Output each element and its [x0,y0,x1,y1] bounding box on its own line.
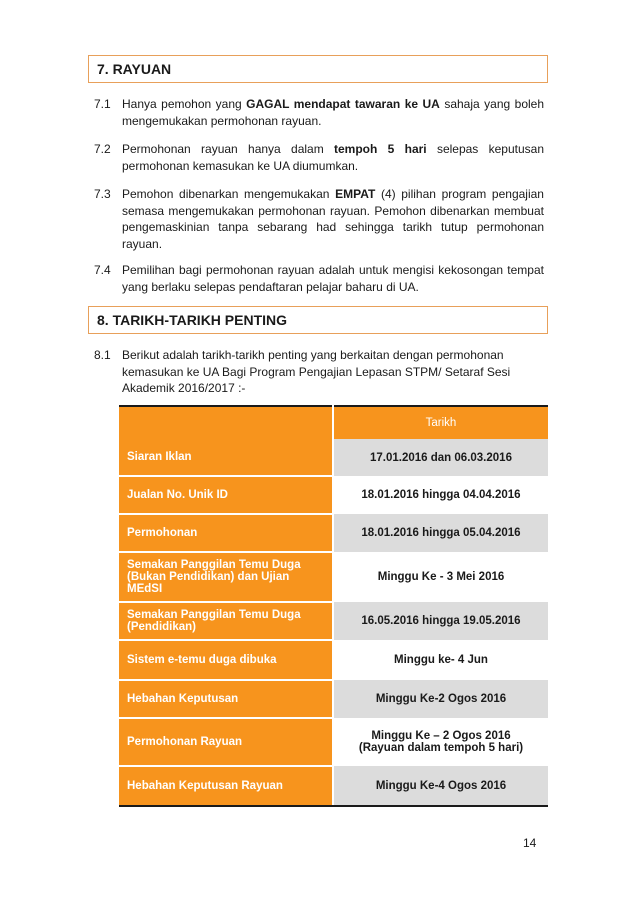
row-label: Sistem e-temu duga dibuka [119,640,333,680]
row-value: Minggu Ke-2 Ogos 2016 [333,680,548,718]
row-label: Permohonan [119,514,333,552]
text-part: Hanya pemohon yang [122,97,247,111]
row-label: Jualan No. Unik ID [119,476,333,514]
row-value: Minggu ke- 4 Jun [333,640,548,680]
text-part: Pemilihan bagi permohonan rayuan adalah untuk mengisi kekosongan tempat yang berlaku selepas pendaftaran pelajar baharu di UA. [122,263,544,294]
table-row [119,514,548,552]
paragraph-7-3 [94,186,544,252]
text-part: sahaja yang boleh mengemukakan permohonan rayuan. [122,97,545,128]
row-value: Minggu Ke - 3 Mei 2016 [333,552,548,602]
table-row [119,640,548,680]
item-number: 7.4 [94,263,111,277]
row-value-line: (Rayuan dalam tempoh 5 hari) [358,742,524,754]
paragraph-7-4 [94,262,544,295]
intro-text: Berikut adalah tarikh-tarikh penting yang berkaitan dengan permohonan kemasukan ke UA Bagi Program Pengajian Lepasan STPM/ Setaraf Sesi Akademik 2016/2017 :- [122,348,511,395]
header-tarikh: Tarikh [333,406,548,439]
paragraph-8-1 [94,347,544,397]
row-label: Semakan Panggilan Temu Duga (Pendidikan) [119,602,333,640]
text-bold: tempoh 5 hari [334,142,427,156]
row-label: Semakan Panggilan Temu Duga (Bukan Pendidikan) dan Ujian MEdSI [119,552,333,602]
item-number: 7.1 [94,97,111,111]
row-label: Hebahan Keputusan Rayuan [119,766,333,806]
paragraph-7-1 [94,96,544,129]
text-part: Pemohon dibenarkan mengemukakan [122,187,336,201]
paragraph-7-2 [94,141,544,174]
text-bold: EMPAT [335,187,376,201]
table-row [119,552,548,602]
table-row [119,766,548,806]
row-value: Minggu Ke-4 Ogos 2016 [333,766,548,806]
row-label: Siaran Iklan [119,439,333,476]
table-row [119,602,548,640]
section-8-heading: 8. TARIKH-TARIKH PENTING [88,306,548,334]
row-value: 16.05.2016 hingga 19.05.2016 [333,602,548,640]
item-number: 7.2 [94,142,111,156]
page-number: 14 [523,836,537,850]
row-label: Permohonan Rayuan [119,718,333,766]
item-number: 7.3 [94,187,111,201]
important-dates-table [119,405,548,807]
item-number: 8.1 [94,348,111,362]
text-bold: GAGAL mendapat tawaran ke UA [246,97,440,111]
row-value: 18.01.2016 hingga 05.04.2016 [333,514,548,552]
text-part: (4) pilihan program pengajian semasa mengemukakan permohonan rayuan. Pemohon dibenarkan membuat pengemaskinian tanpa sebarang had sehingga tarikh tutup permohonan rayuan. [122,187,544,251]
section-7-heading: 7. RAYUAN [88,55,548,83]
table-row [119,439,548,476]
table-row [119,680,548,718]
row-value: 18.01.2016 hingga 04.04.2016 [333,476,548,514]
row-value [333,718,548,766]
text-part: selepas keputusan permohonan kemasukan ke UA diumumkan. [122,142,544,173]
row-label: Hebahan Keputusan [119,680,333,718]
row-value: 17.01.2016 dan 06.03.2016 [333,439,548,476]
table-row [119,476,548,514]
header-blank-cell [119,406,333,439]
table-row [119,718,548,766]
text-part: Permohonan rayuan hanya dalam [122,142,335,156]
row-value-line: Minggu Ke – 2 Ogos 2016 [371,730,511,742]
